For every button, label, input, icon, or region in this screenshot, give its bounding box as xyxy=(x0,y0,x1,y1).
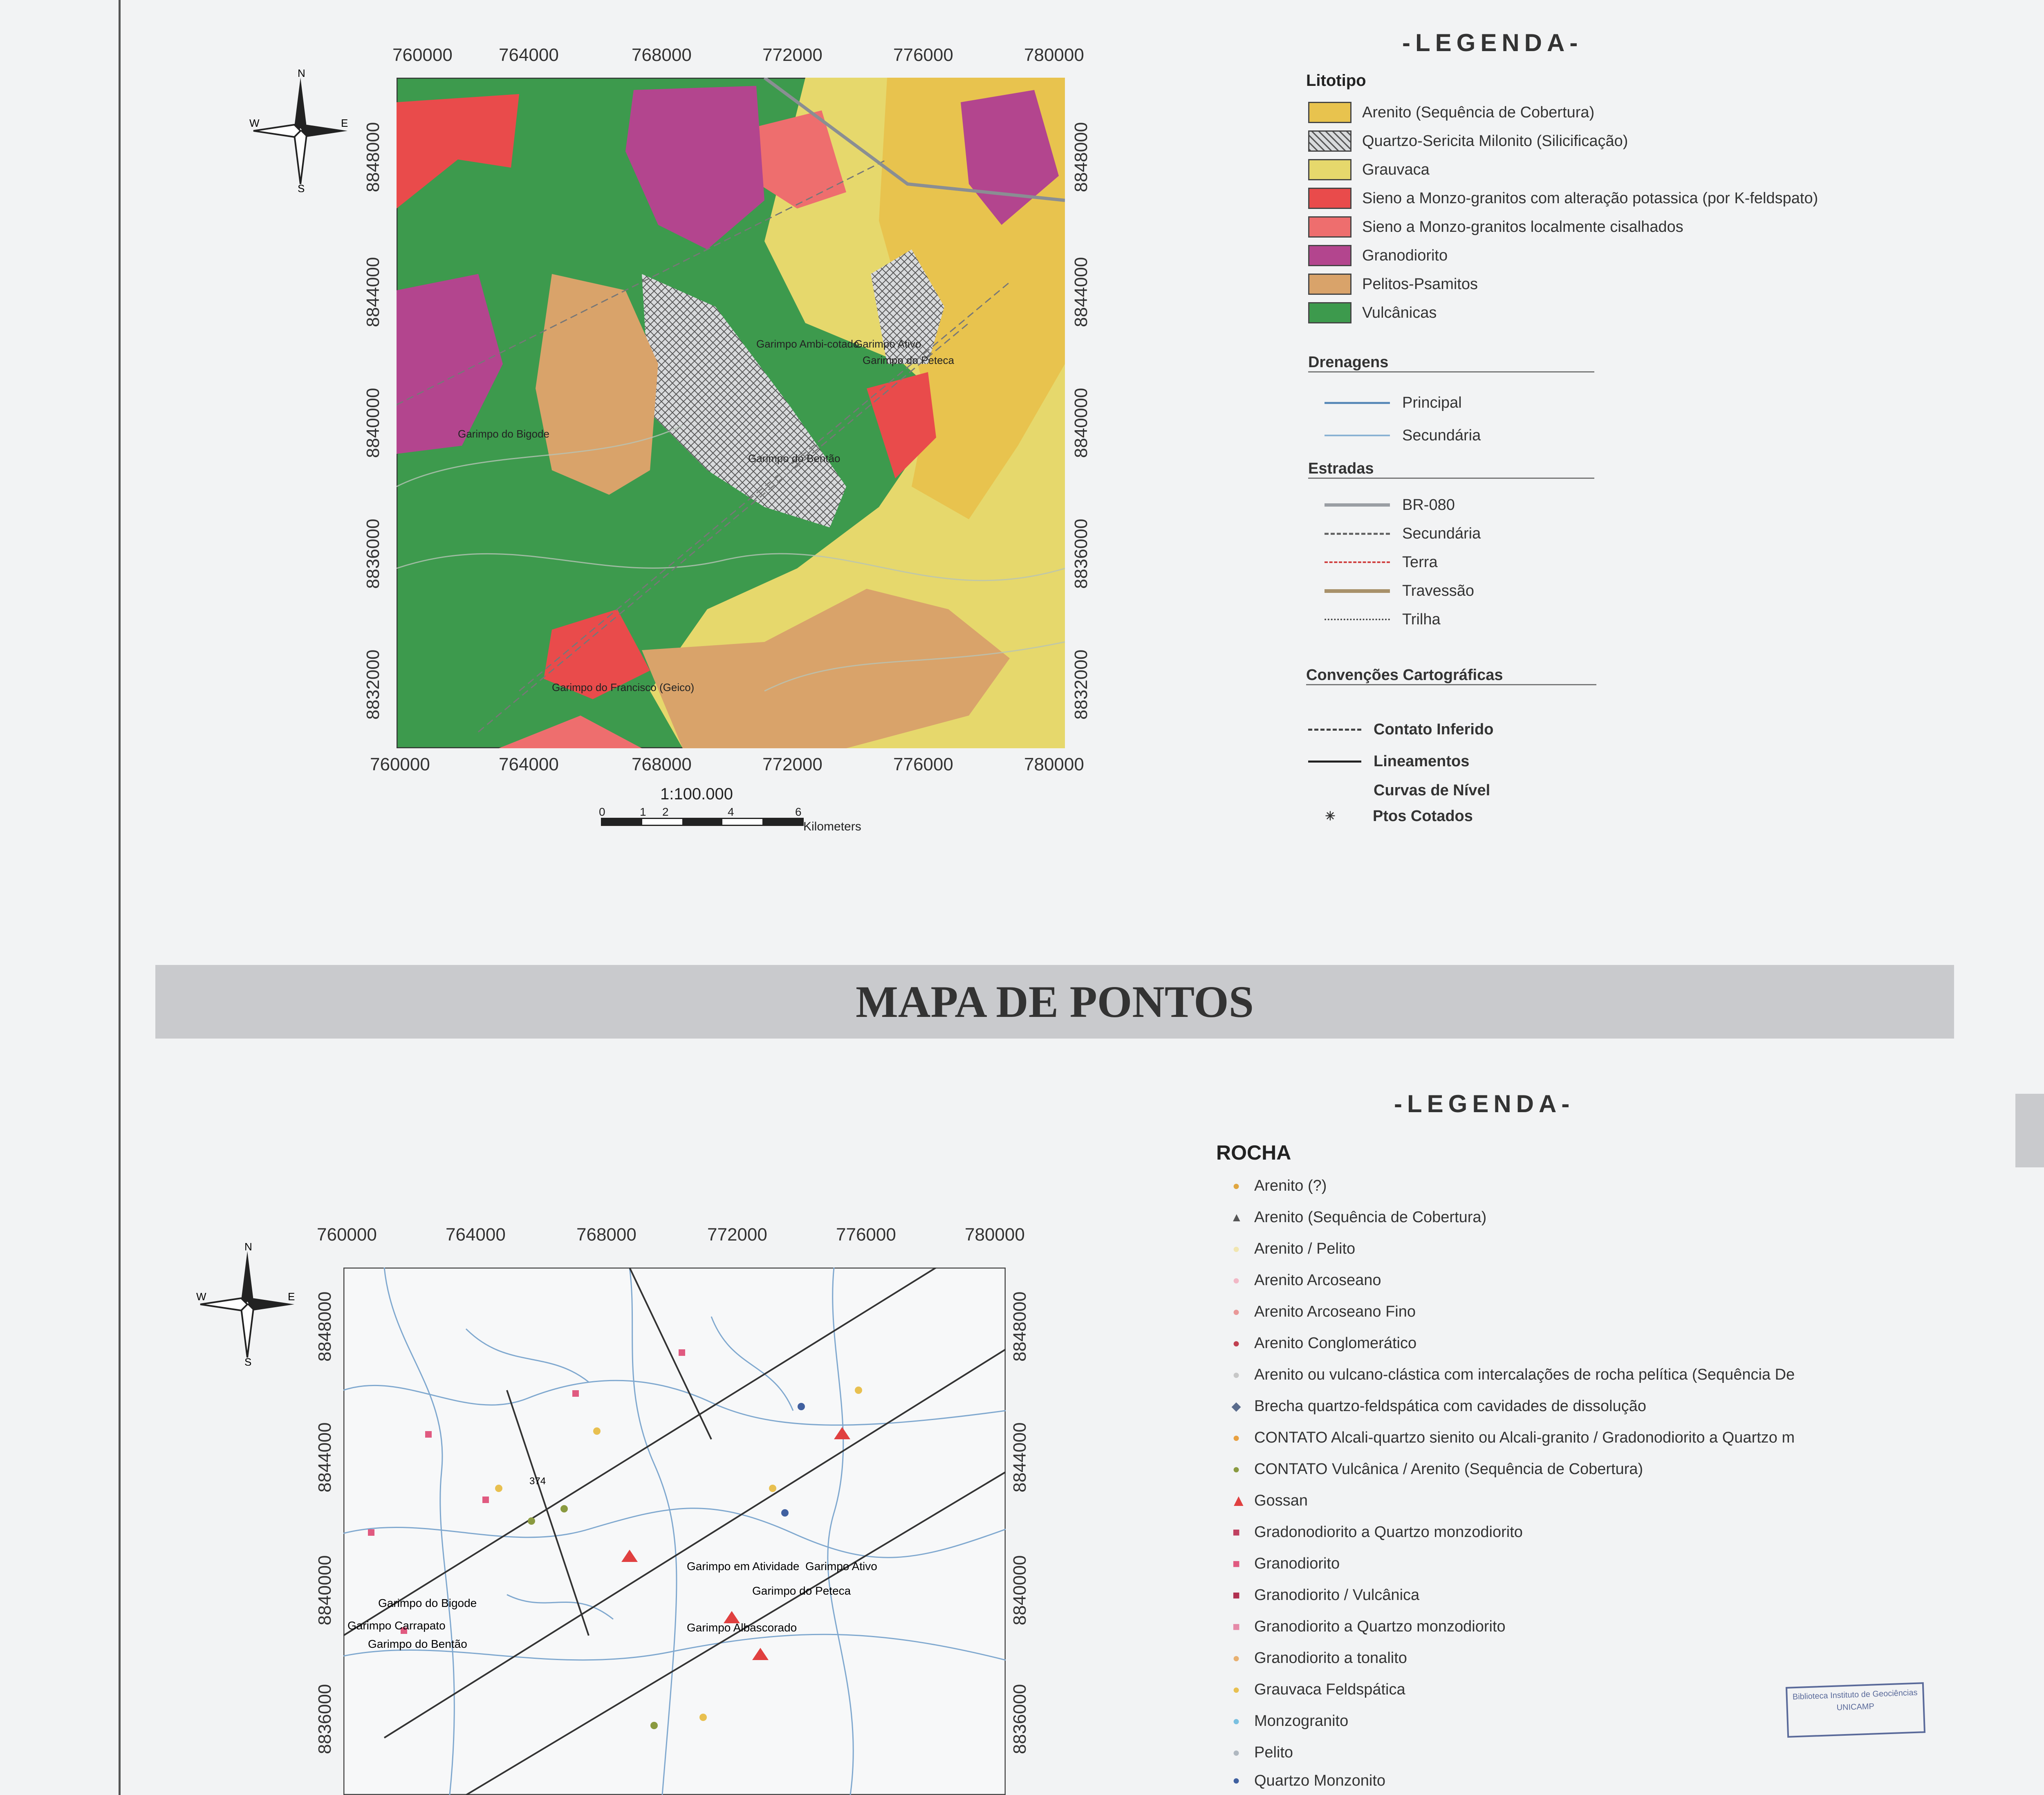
line-sample xyxy=(1325,533,1390,535)
legend-item xyxy=(1230,1328,1795,1359)
legend-item xyxy=(1230,1517,1795,1548)
legend-item xyxy=(1230,1485,1795,1517)
rock-marker: ● xyxy=(1232,1746,1240,1759)
legend-label: CONTATO Vulcânica / Arenito (Sequência de Cobertura) xyxy=(1254,1461,1643,1478)
geo-place-label: Garimpo Ambi-cotado xyxy=(756,338,859,350)
scale-tick: 1 xyxy=(640,806,646,818)
geo-y-tick-right: 8836000 xyxy=(1071,518,1091,589)
geo-x-tick-bottom: 764000 xyxy=(499,754,559,774)
pts-place-label: Garimpo em Atividade xyxy=(687,1560,800,1573)
pts-y-tick-right: 8848000 xyxy=(1010,1291,1030,1362)
legend-item xyxy=(1308,804,1493,828)
legend-label: Monzogranito xyxy=(1254,1712,1349,1730)
legend-label: Grauvaca Feldspática xyxy=(1254,1681,1405,1698)
litotipo-heading: Litotipo xyxy=(1306,72,1366,90)
pts-elevation: 374 xyxy=(529,1476,546,1487)
legend-item xyxy=(1230,1768,1795,1793)
legend-item xyxy=(1230,1233,1795,1265)
legend-item xyxy=(1308,213,1818,241)
legend-item xyxy=(1325,419,1481,452)
rock-marker: ● xyxy=(1232,1683,1240,1696)
svg-text:W: W xyxy=(196,1290,206,1303)
legend-item xyxy=(1308,241,1818,270)
geo-legend-title: -LEGENDA- xyxy=(1402,29,1583,56)
geo-x-tick: 780000 xyxy=(1024,45,1084,65)
rock-marker: ▲ xyxy=(1230,1210,1243,1224)
geo-place-label: Garimpo do Bigode xyxy=(458,428,550,440)
legend-label: Granodiorito a tonalito xyxy=(1254,1649,1407,1667)
legend-label: Trilha xyxy=(1402,610,1441,628)
line-sample xyxy=(1325,435,1390,436)
points-map-canvas xyxy=(343,1268,1006,1795)
geo-x-tick-bottom: 760000 xyxy=(370,754,430,774)
legend-item xyxy=(1308,127,1818,155)
line-sample xyxy=(1308,729,1361,731)
pts-y-tick: 8848000 xyxy=(315,1291,335,1362)
legend-item xyxy=(1308,270,1818,298)
geo-y-tick: 8848000 xyxy=(363,122,383,192)
geo-x-tick-bottom: 772000 xyxy=(762,754,823,774)
legend-label: Arenito Conglomerático xyxy=(1254,1335,1417,1352)
legend-label: Pelitos-Psamitos xyxy=(1362,275,1478,293)
legend-label: Brecha quartzo-feldspática com cavidades de dissolução xyxy=(1254,1398,1646,1415)
rocha-heading: ROCHA xyxy=(1216,1141,1291,1164)
legend-label: Arenito (Sequência de Cobertura) xyxy=(1362,103,1595,121)
compass-e: E xyxy=(341,117,348,129)
legend-item xyxy=(1325,491,1481,519)
scale-bar xyxy=(601,818,804,826)
legend-item xyxy=(1325,386,1481,419)
rock-legend xyxy=(1230,1170,1795,1793)
pts-place-label: Garimpo Ativo xyxy=(805,1560,877,1573)
legend-label: Contato Inferido xyxy=(1374,720,1494,738)
legend-item xyxy=(1308,155,1818,184)
pts-x-tick: 780000 xyxy=(965,1225,1025,1245)
geo-y-tick: 8844000 xyxy=(363,257,383,327)
geo-y-tick: 8836000 xyxy=(363,518,383,589)
legend-swatch xyxy=(1308,245,1351,266)
legend-item xyxy=(1230,1422,1795,1454)
drenagens-heading: Drenagens xyxy=(1308,354,1594,372)
star-icon: ✳ xyxy=(1325,809,1336,823)
svg-text:S: S xyxy=(244,1356,252,1366)
rock-marker: ● xyxy=(1232,1242,1240,1256)
rock-marker: ■ xyxy=(1232,1620,1240,1633)
pts-place-label: Garimpo do Peteca xyxy=(752,1584,851,1597)
legend-label: Quartzo Monzonito xyxy=(1254,1772,1386,1789)
rock-marker: ● xyxy=(1232,1305,1240,1319)
legend-item xyxy=(1230,1642,1795,1674)
line-sample xyxy=(1325,619,1390,620)
legend-label: BR-080 xyxy=(1402,496,1455,514)
convencoes-legend xyxy=(1308,714,1493,828)
legend-label: Ptos Cotados xyxy=(1373,807,1473,825)
compass-rose-icon xyxy=(249,70,352,192)
geo-place-label: Garimpo do Peteca xyxy=(863,354,955,366)
line-sample xyxy=(1325,503,1390,507)
pts-y-tick-right: 8836000 xyxy=(1010,1684,1030,1754)
legend-item xyxy=(1325,605,1481,634)
geo-x-tick: 768000 xyxy=(632,45,692,65)
estradas-legend xyxy=(1325,491,1481,634)
legend-item xyxy=(1308,184,1818,213)
rock-marker: ● xyxy=(1232,1714,1240,1728)
legend-label: Lineamentos xyxy=(1374,752,1470,770)
compass-w: W xyxy=(249,117,260,129)
scale-text: 1:100.000 xyxy=(660,785,733,803)
legend-item xyxy=(1230,1737,1795,1768)
legend-label: Secundária xyxy=(1402,426,1481,444)
geo-y-tick: 8840000 xyxy=(363,388,383,458)
legend-label: CONTATO Alcali-quartzo sienito ou Alcali-granito / Gradonodiorito a Quartzo m xyxy=(1254,1429,1795,1446)
legend-label: Arenito Arcoseano Fino xyxy=(1254,1303,1416,1320)
rock-marker: ● xyxy=(1232,1179,1240,1193)
rock-marker: ● xyxy=(1232,1273,1240,1287)
geo-y-tick-right: 8840000 xyxy=(1071,388,1091,458)
sheet-left-border xyxy=(119,0,121,1795)
legend-swatch xyxy=(1308,274,1351,295)
scale-tick: 0 xyxy=(599,806,605,818)
legend-item xyxy=(1230,1580,1795,1611)
geo-place-label: Garimpo do Francisco (Geico) xyxy=(552,681,695,693)
geo-y-tick-right: 8844000 xyxy=(1071,257,1091,327)
pts-x-tick: 776000 xyxy=(836,1225,896,1245)
line-sample xyxy=(1325,561,1390,563)
geo-x-tick: 776000 xyxy=(893,45,953,65)
pts-place-label: Garimpo Carrapato xyxy=(347,1619,446,1632)
geo-x-tick-bottom: 768000 xyxy=(632,754,692,774)
geo-place-label: Garimpo do Bentão xyxy=(748,452,840,464)
legend-label: Sieno a Monzo-granitos localmente cisalhados xyxy=(1362,218,1683,236)
pts-y-tick-right: 8840000 xyxy=(1010,1555,1030,1625)
pts-x-tick: 772000 xyxy=(707,1225,767,1245)
geology-map-canvas xyxy=(397,78,1065,748)
legend-item xyxy=(1325,548,1481,577)
legend-label: Sieno a Monzo-granitos com alteração potassica (por K-feldspato) xyxy=(1362,189,1818,207)
legend-label: Pelito xyxy=(1254,1744,1293,1761)
legend-label: Arenito (Sequência de Cobertura) xyxy=(1254,1209,1487,1226)
rock-marker: ● xyxy=(1232,1774,1240,1787)
legend-swatch xyxy=(1308,188,1351,209)
legend-item xyxy=(1308,777,1493,804)
structural-map-banner xyxy=(2015,1094,2044,1167)
pts-place-label: Garimpo do Bigode xyxy=(378,1597,477,1609)
library-stamp: Biblioteca Instituto de Geociências UNICAMP xyxy=(1786,1682,1925,1738)
line-sample xyxy=(1325,402,1390,404)
legend-label: Quartzo-Sericita Milonito (Silicificação) xyxy=(1362,132,1628,150)
legend-label: Granodiorito xyxy=(1254,1555,1340,1572)
legend-item xyxy=(1230,1454,1795,1485)
geo-place-label: Garimpo Ativo xyxy=(854,338,921,350)
legend-label: Arenito / Pelito xyxy=(1254,1240,1356,1257)
legend-label: Grauvaca xyxy=(1362,161,1430,178)
legend-label: Terra xyxy=(1402,553,1438,571)
legend-swatch xyxy=(1308,302,1351,323)
legend-label: Curvas de Nível xyxy=(1374,782,1490,799)
pts-y-tick: 8844000 xyxy=(315,1422,335,1492)
rock-marker: ● xyxy=(1232,1651,1240,1665)
legend-item xyxy=(1308,745,1493,777)
legend-label: Travessão xyxy=(1402,582,1474,599)
legend-swatch xyxy=(1308,159,1351,180)
legend-label: Gradonodiorito a Quartzo monzodiorito xyxy=(1254,1524,1523,1541)
geo-x-tick: 772000 xyxy=(762,45,823,65)
legend-item xyxy=(1230,1611,1795,1642)
legend-item xyxy=(1230,1674,1795,1705)
geo-y-tick-right: 8848000 xyxy=(1071,122,1091,192)
pts-place-label: Garimpo Albascorado xyxy=(687,1621,797,1634)
points-map-banner: MAPA DE PONTOS xyxy=(155,965,1954,1039)
legend-item xyxy=(1308,298,1818,327)
rock-marker: ● xyxy=(1232,1462,1240,1476)
rock-marker: ◆ xyxy=(1231,1400,1241,1413)
pts-y-tick: 8836000 xyxy=(315,1684,335,1754)
legend-label: Principal xyxy=(1402,394,1462,411)
legend-label: Secundária xyxy=(1402,525,1481,542)
rock-marker: ● xyxy=(1232,1336,1240,1350)
legend-item xyxy=(1230,1170,1795,1202)
scale-tick: 4 xyxy=(728,806,734,818)
legend-item xyxy=(1325,577,1481,605)
legend-item xyxy=(1308,98,1818,127)
compass-s: S xyxy=(298,182,305,192)
pts-x-tick: 760000 xyxy=(317,1225,377,1245)
legend-item xyxy=(1230,1296,1795,1328)
geo-x-tick-bottom: 780000 xyxy=(1024,754,1084,774)
legend-swatch xyxy=(1308,102,1351,123)
geo-x-tick-bottom: 776000 xyxy=(893,754,953,774)
convencoes-heading: Convenções Cartográficas xyxy=(1306,666,1596,685)
compass-rose-icon xyxy=(196,1243,298,1366)
scale-tick: 2 xyxy=(662,806,669,818)
legend-item xyxy=(1230,1359,1795,1391)
legend-label: Arenito (?) xyxy=(1254,1177,1327,1194)
legend-swatch xyxy=(1308,216,1351,238)
pts-x-tick: 768000 xyxy=(576,1225,637,1245)
rock-marker: ■ xyxy=(1232,1588,1240,1602)
rock-marker: ● xyxy=(1232,1431,1240,1445)
svg-text:N: N xyxy=(244,1243,252,1253)
legend-item xyxy=(1230,1391,1795,1422)
pts-y-tick-right: 8844000 xyxy=(1010,1422,1030,1492)
geo-x-tick: 760000 xyxy=(392,45,453,65)
litotipo-legend xyxy=(1308,98,1818,327)
pts-x-tick: 764000 xyxy=(446,1225,506,1245)
legend-label: Granodiorito xyxy=(1362,247,1448,264)
rock-marker: ■ xyxy=(1232,1557,1240,1571)
legend-label: Granodiorito / Vulcânica xyxy=(1254,1586,1420,1604)
rock-marker: ▲ xyxy=(1230,1492,1247,1510)
line-sample xyxy=(1325,589,1390,593)
legend-label: Arenito ou vulcano-clástica com intercalações de rocha pelítica (Sequência De xyxy=(1254,1366,1795,1383)
svg-text:E: E xyxy=(288,1290,295,1303)
geo-y-tick-right: 8832000 xyxy=(1071,649,1091,720)
pts-y-tick: 8840000 xyxy=(315,1555,335,1625)
legend-swatch xyxy=(1308,130,1351,152)
legend-item xyxy=(1325,519,1481,548)
scale-unit: Kilometers xyxy=(803,820,861,833)
estradas-heading: Estradas xyxy=(1308,460,1594,479)
scale-tick: 6 xyxy=(795,806,802,818)
legend-item xyxy=(1230,1265,1795,1296)
legend-label: Arenito Arcoseano xyxy=(1254,1272,1381,1289)
legend-item xyxy=(1230,1548,1795,1580)
rock-marker: ■ xyxy=(1232,1525,1240,1539)
rock-marker: ● xyxy=(1232,1368,1240,1382)
compass-n: N xyxy=(298,70,305,79)
points-legend-title: -LEGENDA- xyxy=(1394,1090,1575,1117)
legend-item xyxy=(1230,1202,1795,1233)
legend-label: Gossan xyxy=(1254,1492,1308,1509)
legend-label: Granodiorito a Quartzo monzodiorito xyxy=(1254,1618,1506,1635)
line-sample xyxy=(1308,761,1361,763)
legend-item xyxy=(1230,1705,1795,1737)
legend-label: Vulcânicas xyxy=(1362,304,1437,321)
drenagens-legend xyxy=(1325,386,1481,452)
legend-item xyxy=(1308,714,1493,745)
pts-place-label: Garimpo do Bentão xyxy=(368,1638,467,1650)
geo-y-tick: 8832000 xyxy=(363,649,383,720)
geo-x-tick: 764000 xyxy=(499,45,559,65)
